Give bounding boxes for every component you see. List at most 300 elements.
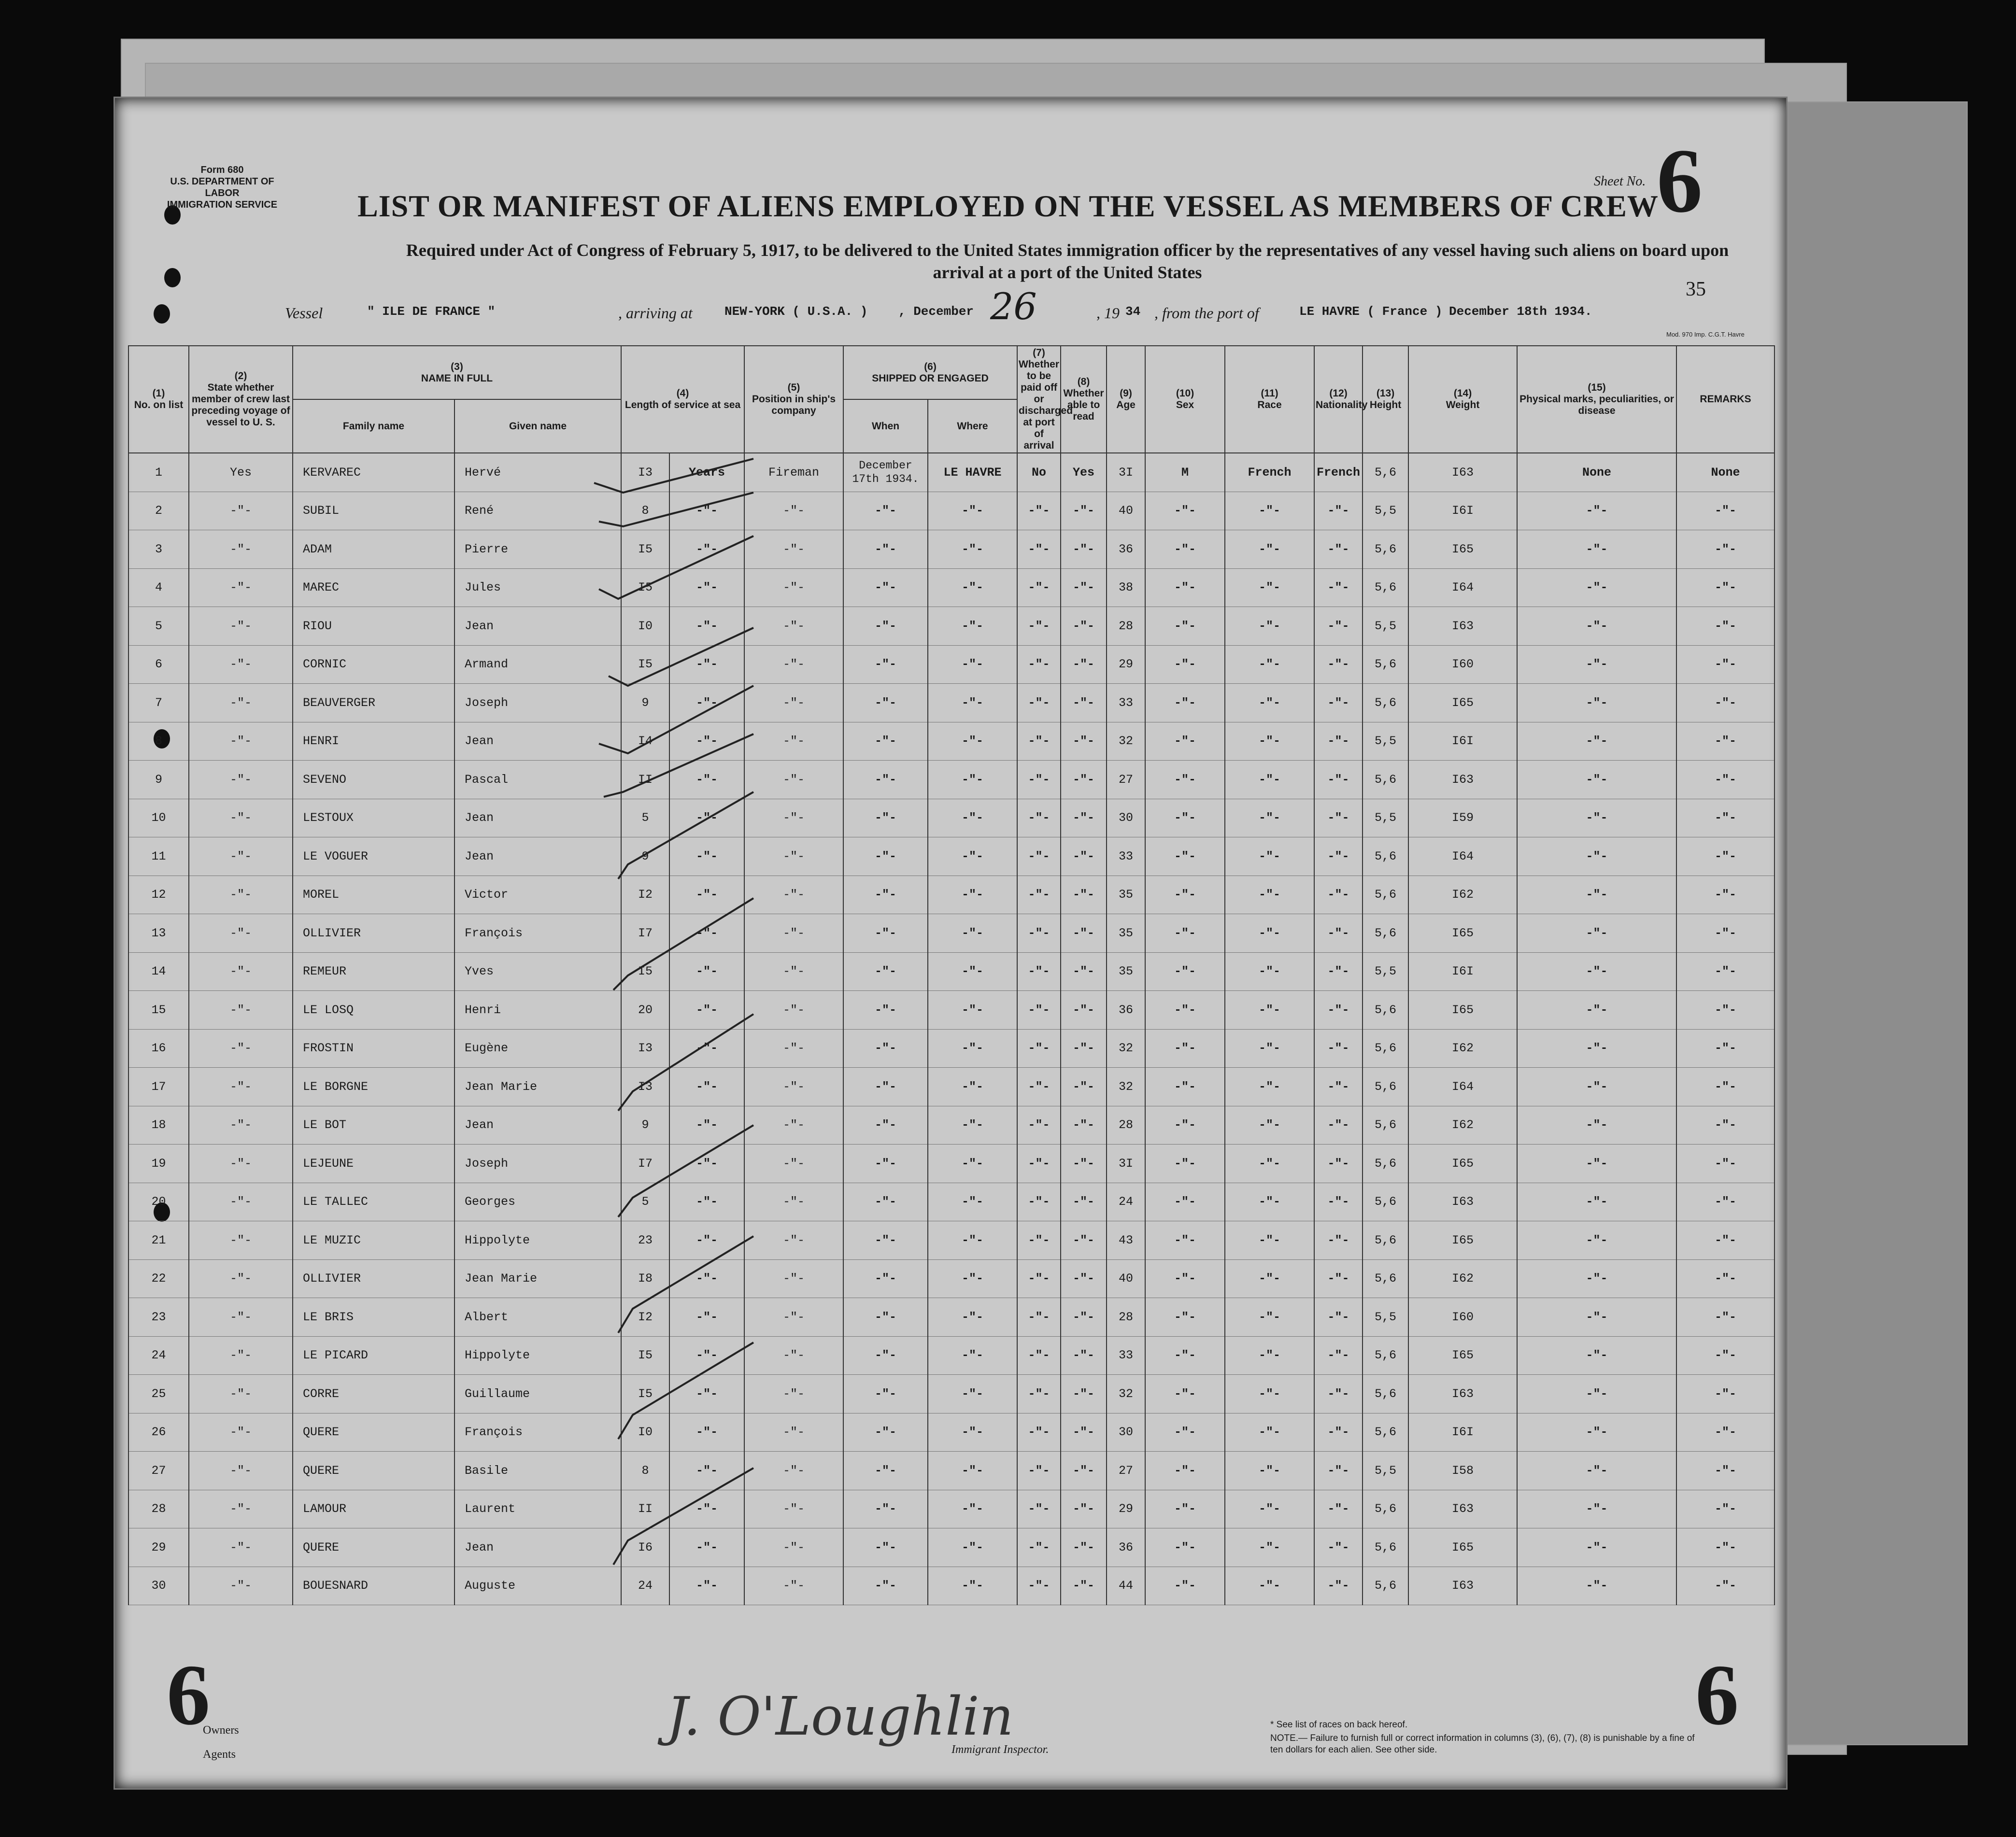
cell-remarks: -"- [1676,914,1775,953]
cell-family: LE MUZIC [293,1221,454,1260]
cell-when: -"- [843,1528,928,1567]
cell-position: -"- [744,799,843,837]
cell-prev: -"- [189,1298,293,1337]
cell-sex: -"- [1145,1221,1225,1260]
cell-nationality: -"- [1314,1221,1363,1260]
cell-sex: -"- [1145,799,1225,837]
cell-no: 14 [128,952,189,991]
cell-marks: -"- [1517,991,1676,1030]
cell-remarks: -"- [1676,761,1775,799]
column-header-text: NAME IN FULL [421,372,493,384]
cell-position: -"- [744,1259,843,1298]
arriving-label: , arriving at [618,304,693,322]
cell-service: I7 [621,1145,669,1183]
cell-where: -"- [928,568,1017,607]
cell-paid: -"- [1017,1298,1061,1337]
cell-remarks: -"- [1676,799,1775,837]
cell-weight: I64 [1408,1068,1517,1106]
footer-agents-label: Agents [203,1748,236,1761]
cell-remarks: -"- [1676,1490,1775,1528]
cell-sex: -"- [1145,1183,1225,1221]
cell-marks: -"- [1517,568,1676,607]
cell-weight: I60 [1408,645,1517,684]
cell-no: 22 [128,1259,189,1298]
cell-unit: -"- [669,492,744,530]
cell-unit: -"- [669,607,744,646]
cell-paid: -"- [1017,607,1061,646]
cell-when: -"- [843,1259,928,1298]
cell-no: 28 [128,1490,189,1528]
cell-family: LE BORGNE [293,1068,454,1106]
cell-service: I2 [621,1298,669,1337]
cell-given: Auguste [454,1567,621,1605]
table-row [128,530,1775,569]
cell-paid: -"- [1017,1490,1061,1528]
cell-no: 26 [128,1413,189,1452]
cell-no: 18 [128,1106,189,1145]
cell-no: 16 [128,1029,189,1068]
cell-nationality: -"- [1314,1029,1363,1068]
cell-given: Hippolyte [454,1336,621,1375]
cell-family: LEJEUNE [293,1145,454,1183]
column-header-text: (12) [1329,388,1348,399]
cell-nationality: -"- [1314,837,1363,876]
cell-age: 35 [1107,876,1145,914]
cell-height: 5,6 [1363,1183,1408,1221]
cell-marks: -"- [1517,1106,1676,1145]
table-row [128,1490,1775,1528]
cell-marks: -"- [1517,799,1676,837]
cell-prev: -"- [189,837,293,876]
cell-position: -"- [744,1068,843,1106]
col-race-header [1225,346,1314,453]
cell-race: -"- [1225,991,1314,1030]
cell-marks: -"- [1517,722,1676,761]
cell-sex: -"- [1145,914,1225,953]
cell-family: LE BOT [293,1106,454,1145]
cell-paid: -"- [1017,1029,1061,1068]
table-row [128,1106,1775,1145]
cell-paid: -"- [1017,1567,1061,1605]
column-header-text: (3) [451,361,463,372]
cell-weight: I65 [1408,1528,1517,1567]
cell-position: -"- [744,914,843,953]
cell-paid: -"- [1017,914,1061,953]
cell-age: 44 [1107,1567,1145,1605]
cell-nationality: -"- [1314,914,1363,953]
cell-family: BOUESNARD [293,1567,454,1605]
cell-when: -"- [843,492,928,530]
cell-age: 30 [1107,1413,1145,1452]
cell-no: 30 [128,1567,189,1605]
cell-nationality: -"- [1314,991,1363,1030]
cell-no: 3 [128,530,189,569]
cell-family: OLLIVIER [293,1259,454,1298]
cell-paid: -"- [1017,1221,1061,1260]
cell-sex: -"- [1145,1106,1225,1145]
cell-family: QUERE [293,1413,454,1452]
cell-position: -"- [744,1221,843,1260]
cell-prev: -"- [189,645,293,684]
table-row [128,952,1775,991]
cell-service: 8 [621,1452,669,1490]
cell-no: 25 [128,1375,189,1413]
cell-when: December 17th 1934. [843,453,928,492]
table-row [128,799,1775,837]
cell-service: 20 [621,991,669,1030]
cell-given: Jean [454,799,621,837]
cell-remarks: -"- [1676,1068,1775,1106]
cell-read: -"- [1061,492,1107,530]
cell-service: II [621,1490,669,1528]
punch-hole [164,268,181,287]
col-when-header: When [843,399,928,453]
cell-read: -"- [1061,1567,1107,1605]
cell-position: -"- [744,1336,843,1375]
cell-prev: -"- [189,799,293,837]
cell-height: 5,5 [1363,1452,1408,1490]
cell-prev: -"- [189,1145,293,1183]
cell-marks: -"- [1517,761,1676,799]
arrival-date: , December [898,304,974,319]
cell-weight: I64 [1408,837,1517,876]
cell-sex: -"- [1145,1336,1225,1375]
manifest-table [128,345,1775,1605]
cell-when: -"- [843,799,928,837]
cell-race: -"- [1225,1221,1314,1260]
column-header-text: (9) [1120,388,1132,399]
cell-weight: I62 [1408,876,1517,914]
cell-nationality: -"- [1314,761,1363,799]
cell-remarks: -"- [1676,1106,1775,1145]
cell-age: 33 [1107,1336,1145,1375]
cell-marks: -"- [1517,1298,1676,1337]
cell-given: Jules [454,568,621,607]
cell-when: -"- [843,1221,928,1260]
cell-weight: I63 [1408,453,1517,492]
cell-family: QUERE [293,1528,454,1567]
cell-weight: I65 [1408,1221,1517,1260]
cell-remarks: -"- [1676,1413,1775,1452]
cell-nationality: -"- [1314,1452,1363,1490]
cell-weight: I65 [1408,1145,1517,1183]
cell-no: 19 [128,1145,189,1183]
cell-height: 5,6 [1363,837,1408,876]
cell-family: BEAUVERGER [293,684,454,722]
cell-where: -"- [928,530,1017,569]
cell-when: -"- [843,1413,928,1452]
cell-remarks: -"- [1676,1452,1775,1490]
cell-height: 5,5 [1363,722,1408,761]
col-prev-voyage-header [189,346,293,453]
table-row [128,1029,1775,1068]
cell-given: Pascal [454,761,621,799]
inspector-label: Immigrant Inspector. [951,1743,1049,1756]
col-service-header [621,346,744,453]
cell-paid: -"- [1017,492,1061,530]
cell-read: -"- [1061,761,1107,799]
cell-prev: -"- [189,1567,293,1605]
cell-weight: I65 [1408,684,1517,722]
cell-unit: -"- [669,761,744,799]
cell-nationality: -"- [1314,1567,1363,1605]
table-row [128,1145,1775,1183]
cell-service: I2 [621,876,669,914]
cell-sex: -"- [1145,1567,1225,1605]
cell-prev: -"- [189,530,293,569]
cell-remarks: -"- [1676,684,1775,722]
column-header-text: State whether member of crew last preceding voyage of vessel to U. S. [191,382,290,428]
cell-no: 17 [128,1068,189,1106]
cell-nationality: -"- [1314,1106,1363,1145]
cell-height: 5,6 [1363,684,1408,722]
from-port: LE HAVRE ( France ) [1299,304,1443,319]
cell-where: -"- [928,607,1017,646]
cell-given: Laurent [454,1490,621,1528]
cell-unit: -"- [669,1221,744,1260]
cell-age: 36 [1107,1528,1145,1567]
cell-paid: -"- [1017,645,1061,684]
vessel-label: Vessel [285,304,323,322]
cell-paid: -"- [1017,761,1061,799]
cell-marks: -"- [1517,1221,1676,1260]
cell-unit: -"- [669,1567,744,1605]
cell-height: 5,6 [1363,1259,1408,1298]
cell-sex: M [1145,453,1225,492]
cell-prev: -"- [189,1528,293,1567]
cell-service: I5 [621,952,669,991]
cell-race: -"- [1225,1567,1314,1605]
cell-paid: -"- [1017,722,1061,761]
cell-service: 24 [621,1567,669,1605]
cell-marks: -"- [1517,1183,1676,1221]
cell-prev: -"- [189,1375,293,1413]
cell-where: -"- [928,991,1017,1030]
cell-marks: -"- [1517,1528,1676,1567]
cell-paid: -"- [1017,530,1061,569]
cell-age: 28 [1107,1298,1145,1337]
cell-position: -"- [744,761,843,799]
table-row [128,453,1775,492]
cell-sex: -"- [1145,1298,1225,1337]
cell-read: -"- [1061,530,1107,569]
cell-no: 27 [128,1452,189,1490]
cell-family: RIOU [293,607,454,646]
cell-age: 29 [1107,1490,1145,1528]
cell-where: -"- [928,1336,1017,1375]
cell-nationality: -"- [1314,1298,1363,1337]
cell-prev: -"- [189,1183,293,1221]
cell-height: 5,6 [1363,1413,1408,1452]
cell-age: 3I [1107,453,1145,492]
year-suffix: 34 [1125,304,1141,319]
cell-prev: Yes [189,453,293,492]
cell-read: -"- [1061,1068,1107,1106]
cell-height: 5,5 [1363,952,1408,991]
cell-marks: -"- [1517,1068,1676,1106]
cell-race: -"- [1225,1490,1314,1528]
cell-paid: -"- [1017,1413,1061,1452]
cell-height: 5,6 [1363,645,1408,684]
cell-service: I6 [621,1528,669,1567]
cell-given: Jean [454,837,621,876]
inspector-signature: J. O'Loughlin [667,1685,1014,1747]
cell-where: -"- [928,876,1017,914]
cell-unit: -"- [669,837,744,876]
cell-age: 40 [1107,1259,1145,1298]
punch-hole [154,304,170,324]
col-marks-header [1517,346,1676,453]
cell-sex: -"- [1145,1068,1225,1106]
cell-remarks: -"- [1676,1375,1775,1413]
column-header-text: No. on list [134,399,184,410]
cell-service: I0 [621,607,669,646]
cell-when: -"- [843,645,928,684]
cell-where: -"- [928,1452,1017,1490]
cell-given: François [454,1413,621,1452]
cell-read: -"- [1061,1528,1107,1567]
cell-where: -"- [928,1490,1017,1528]
footer-sheet-number-left: 6 [167,1647,210,1743]
cell-paid: -"- [1017,952,1061,991]
cell-marks: -"- [1517,1336,1676,1375]
cell-family: KERVAREC [293,453,454,492]
cell-paid: -"- [1017,568,1061,607]
sheet-number-label: Sheet No. [1594,174,1646,189]
cell-height: 5,6 [1363,1490,1408,1528]
cell-height: 5,6 [1363,1375,1408,1413]
cell-sex: -"- [1145,991,1225,1030]
cell-unit: -"- [669,799,744,837]
cell-age: 32 [1107,722,1145,761]
cell-where: -"- [928,761,1017,799]
department-name: U.S. DEPARTMENT OF LABOR [170,176,274,198]
cell-paid: -"- [1017,876,1061,914]
cell-prev: -"- [189,722,293,761]
cell-sex: -"- [1145,952,1225,991]
cell-race: -"- [1225,530,1314,569]
cell-where: -"- [928,1068,1017,1106]
cell-race: -"- [1225,1068,1314,1106]
column-header-text: REMARKS [1700,394,1751,405]
cell-height: 5,6 [1363,1106,1408,1145]
cell-when: -"- [843,1145,928,1183]
cell-when: -"- [843,1183,928,1221]
cell-remarks: -"- [1676,1259,1775,1298]
cell-family: CORRE [293,1375,454,1413]
cell-remarks: None [1676,453,1775,492]
cell-sex: -"- [1145,1413,1225,1452]
cell-sex: -"- [1145,1029,1225,1068]
cell-service: 9 [621,684,669,722]
cell-race: -"- [1225,914,1314,953]
cell-race: -"- [1225,1259,1314,1298]
col-read-header [1061,346,1107,453]
cell-height: 5,6 [1363,1068,1408,1106]
cell-nationality: -"- [1314,1145,1363,1183]
cell-prev: -"- [189,1490,293,1528]
cell-family: MAREC [293,568,454,607]
column-header-text: Race [1257,399,1282,410]
cell-paid: -"- [1017,1068,1061,1106]
cell-where: -"- [928,1413,1017,1452]
cell-race: -"- [1225,1145,1314,1183]
cell-family: CORNIC [293,645,454,684]
cell-race: -"- [1225,761,1314,799]
cell-sex: -"- [1145,722,1225,761]
col-name-header [293,346,621,399]
cell-read: -"- [1061,1298,1107,1337]
table-row [128,568,1775,607]
cell-service: I5 [621,1336,669,1375]
cell-position: -"- [744,952,843,991]
cell-height: 5,6 [1363,914,1408,953]
cell-family: SUBIL [293,492,454,530]
table-row [128,991,1775,1030]
cell-when: -"- [843,1452,928,1490]
cell-marks: -"- [1517,1375,1676,1413]
cell-where: -"- [928,1298,1017,1337]
cell-age: 35 [1107,914,1145,953]
cell-paid: -"- [1017,991,1061,1030]
cell-race: -"- [1225,645,1314,684]
cell-marks: -"- [1517,1452,1676,1490]
column-header-text: (7) [1033,347,1045,358]
cell-nationality: -"- [1314,722,1363,761]
cell-weight: I6I [1408,722,1517,761]
cell-nationality: -"- [1314,1183,1363,1221]
column-header-text: (2) [234,370,247,382]
cell-marks: -"- [1517,1029,1676,1068]
cell-given: Victor [454,876,621,914]
cell-where: -"- [928,645,1017,684]
table-row [128,914,1775,953]
cell-weight: I62 [1408,1029,1517,1068]
cell-prev: -"- [189,1336,293,1375]
cell-when: -"- [843,684,928,722]
cell-age: 32 [1107,1375,1145,1413]
cell-service: I3 [621,453,669,492]
cell-height: 5,5 [1363,492,1408,530]
cell-where: -"- [928,1183,1017,1221]
cell-remarks: -"- [1676,568,1775,607]
cell-family: LE LOSQ [293,991,454,1030]
cell-race: -"- [1225,492,1314,530]
cell-when: -"- [843,607,928,646]
cell-marks: -"- [1517,1567,1676,1605]
cell-position: -"- [744,1490,843,1528]
cell-remarks: -"- [1676,1336,1775,1375]
cell-given: Joseph [454,684,621,722]
column-header-text: (5) [787,382,800,393]
table-row [128,1221,1775,1260]
cell-read: -"- [1061,914,1107,953]
cell-when: -"- [843,1068,928,1106]
cell-paid: -"- [1017,1452,1061,1490]
cell-where: -"- [928,1567,1017,1605]
cell-given: Henri [454,991,621,1030]
footer-sheet-number-right: 6 [1695,1647,1739,1743]
cell-no: 29 [128,1528,189,1567]
column-header-text: Weight [1446,399,1480,410]
cell-race: -"- [1225,837,1314,876]
cell-height: 5,6 [1363,1336,1408,1375]
cell-where: -"- [928,1029,1017,1068]
cell-race: -"- [1225,1528,1314,1567]
cell-when: -"- [843,530,928,569]
table-row [128,492,1775,530]
column-header-text: (8) [1077,376,1090,387]
